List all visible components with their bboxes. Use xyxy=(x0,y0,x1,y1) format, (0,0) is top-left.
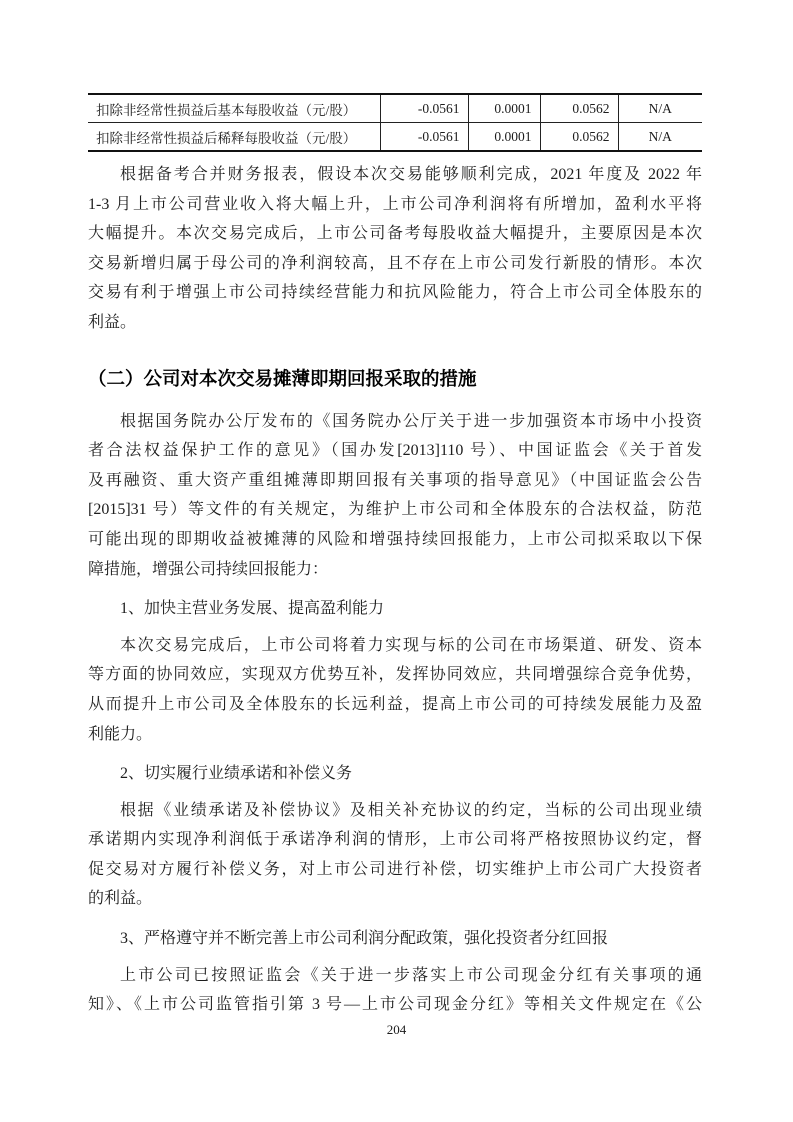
table-cell-label: 扣除非经常性损益后稀释每股收益（元/股） xyxy=(96,130,357,146)
list-item-title: 1、加快主营业务发展、提高盈利能力 xyxy=(120,600,385,618)
paragraph xyxy=(88,796,702,914)
paragraph-line: 本次交易完成后，上市公司将着力实现与标的公司在市场渠道、研发、资本 xyxy=(120,636,702,654)
list-item-title: 2、切实履行业绩承诺和补偿义务 xyxy=(120,765,353,783)
paragraph-line: 利能力。 xyxy=(88,725,153,743)
paragraph-line: 根据国务院办公厅发布的《国务院办公厅关于进一步加强资本市场中小投资 xyxy=(120,412,702,430)
paragraph-line: 1-3 月上市公司营业收入将大幅上升，上市公司净利润将有所增加，盈利水平将 xyxy=(88,195,702,213)
list-item-title: 3、严格遵守并不断完善上市公司利润分配政策，强化投资者分红回报 xyxy=(120,930,609,948)
paragraph-line: 从而提升上市公司及全体股东的长远利益，提高上市公司的可持续发展能力及盈 xyxy=(88,695,702,713)
table-row xyxy=(88,94,702,123)
paragraph-line: [2015]31 号）等文件的有关规定，为维护上市公司和全体股东的合法权益，防范 xyxy=(88,501,702,519)
paragraph-line: 承诺期内实现净利润低于承诺净利润的情形，上市公司将严格按照协议约定，督 xyxy=(88,831,702,849)
page-content xyxy=(88,93,702,1020)
paragraph-line: 的利益。 xyxy=(88,890,153,908)
paragraph-line: 根据备考合并财务报表，假设本次交易能够顺利完成，2021 年度及 2022 年 xyxy=(120,166,702,183)
paragraph xyxy=(88,407,702,585)
table-cell-value: 0.0001 xyxy=(468,94,540,123)
paragraph-line: 交易有利于增强上市公司持续经营能力和抗风险能力，符合上市公司全体股东的 xyxy=(88,284,702,302)
table-cell-value: N/A xyxy=(618,123,702,152)
table-cell-value: 0.0562 xyxy=(540,94,618,123)
paragraph-line: 上市公司已按照证监会《关于进一步落实上市公司现金分红有关事项的通 xyxy=(120,966,702,984)
paragraph-line: 知》、《上市公司监管指引第 3 号—上市公司现金分红》等相关文件规定在《公 xyxy=(88,996,702,1014)
paragraph-line: 根据《业绩承诺及补偿协议》及相关补充协议的约定，当标的公司出现业绩 xyxy=(120,801,702,819)
section-heading: （二）公司对本次交易摊薄即期回报采取的措施 xyxy=(88,367,477,389)
paragraph-line: 障措施，增强公司持续回报能力： xyxy=(88,560,329,578)
paragraph xyxy=(88,160,702,338)
paragraph-line: 者合法权益保护工作的意见》（国办发[2013]110 号）、中国证监会《关于首发 xyxy=(88,442,702,460)
paragraph-line: 大幅提升。本次交易完成后，上市公司备考每股收益大幅提升，主要原因是本次 xyxy=(88,225,702,243)
paragraph-line: 促交易对方履行补偿义务，对上市公司进行补偿，切实维护上市公司广大投资者 xyxy=(88,860,702,878)
eps-table xyxy=(88,93,702,152)
paragraph-line: 等方面的协同效应，实现双方优势互补，发挥协同效应，共同增强综合竞争优势， xyxy=(88,666,702,684)
table-row xyxy=(88,123,702,152)
paragraph xyxy=(88,631,702,749)
table-cell-value: 0.0562 xyxy=(540,123,618,152)
table-cell-value: -0.0561 xyxy=(380,123,468,152)
paragraph xyxy=(88,961,702,1020)
paragraph-line: 利益。 xyxy=(88,313,137,331)
page-number: 204 xyxy=(386,1022,407,1037)
paragraph-line: 交易新增归属于母公司的净利润较高，且不存在上市公司发行新股的情形。本次 xyxy=(88,254,702,272)
table-cell-value: -0.0561 xyxy=(380,94,468,123)
table-cell-value: 0.0001 xyxy=(468,123,540,152)
paragraph-line: 可能出现的即期收益被摊薄的风险和增强持续回报能力，上市公司拟采取以下保 xyxy=(88,530,702,548)
paragraph-line: 及再融资、重大资产重组摊薄即期回报有关事项的指导意见》（中国证监会公告 xyxy=(88,471,702,489)
table-cell-label: 扣除非经常性损益后基本每股收益（元/股） xyxy=(88,94,380,123)
table-cell-value: N/A xyxy=(618,94,702,123)
